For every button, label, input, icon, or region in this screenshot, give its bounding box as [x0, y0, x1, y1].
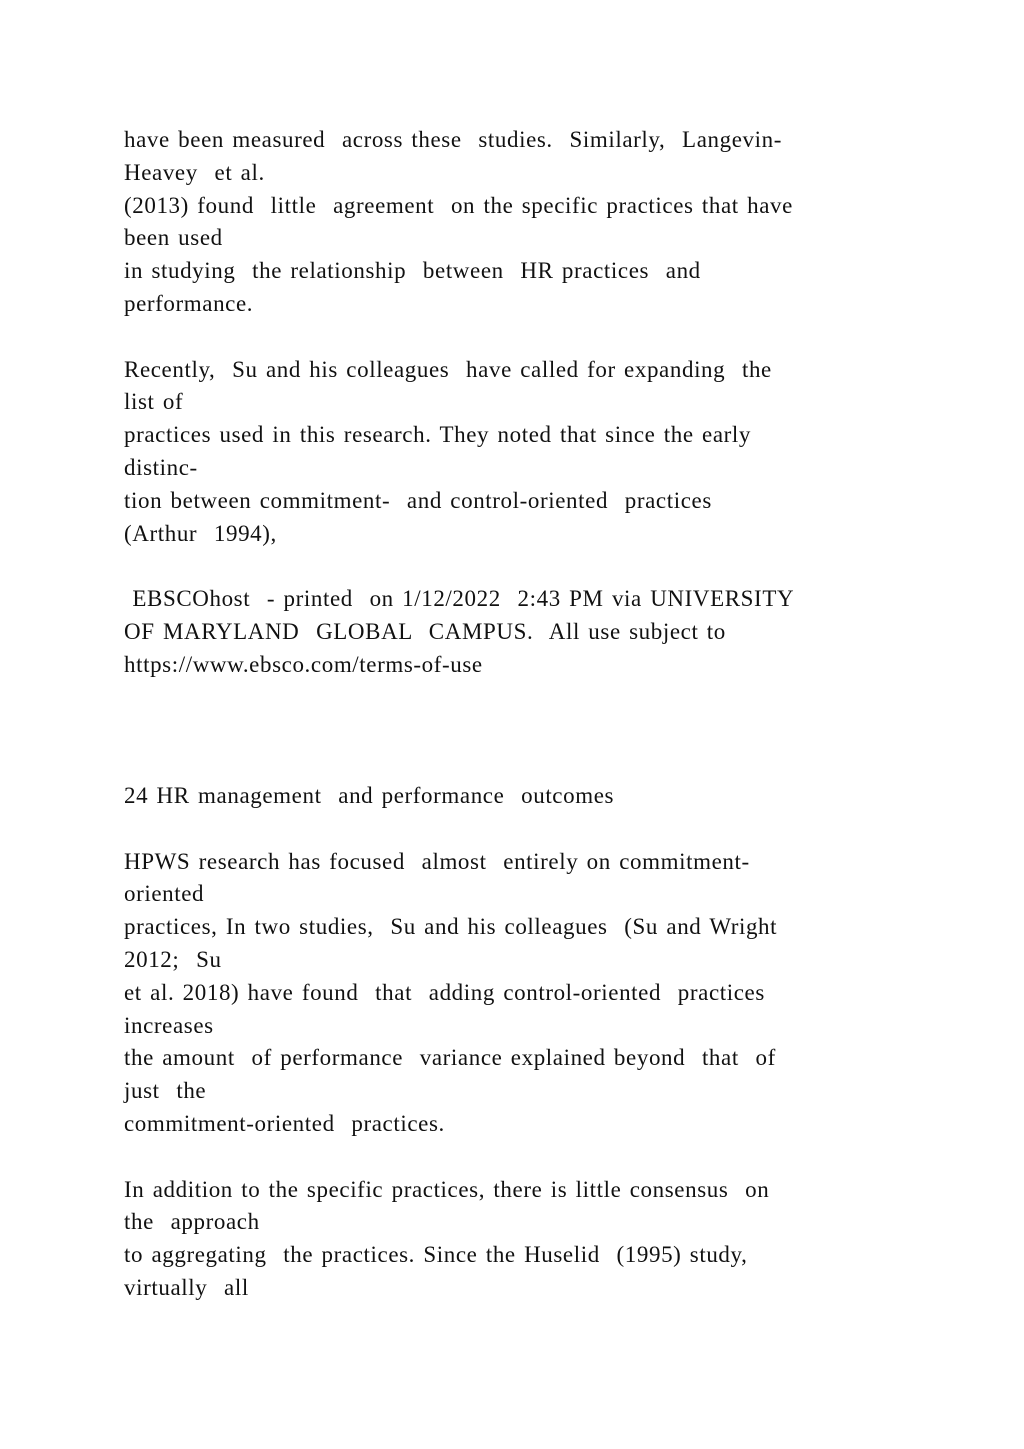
text-line: tion between commitment- and control-oriented practices: [124, 487, 712, 513]
document-page: [124, 124, 904, 1305]
text-line: list of: [124, 389, 184, 415]
text-line: OF MARYLAND GLOBAL CAMPUS. All use subject to: [124, 618, 726, 644]
text-line: been used: [124, 225, 223, 251]
paragraph-spacer: [124, 321, 904, 354]
text-line: In addition to the specific practices, there is little consensus on: [124, 1176, 770, 1202]
paragraph-spacer: [124, 550, 904, 583]
text-line: (2013) found little agreement on the specific practices that have: [124, 192, 793, 218]
ebsco-footer-notice: [124, 583, 904, 681]
text-line: have been measured across these studies. Similarly, Langevin-: [124, 127, 782, 152]
text-line: the approach: [124, 1209, 260, 1235]
paragraph-spacer: [124, 1141, 904, 1174]
text-line: the amount of performance variance explained beyond that of: [124, 1045, 776, 1071]
text-line: EBSCOhost - printed on 1/12/2022 2:43 PM via UNIVERSITY: [124, 586, 795, 612]
text-line: just the: [124, 1078, 207, 1104]
text-line: HPWS research has focused almost entirely on commitment-: [124, 848, 750, 874]
text-line: Heavey et al.: [124, 159, 265, 185]
text-line: to aggregating the practices. Since the Huselid (1995) study,: [124, 1242, 748, 1268]
text-line: practices used in this research. They noted that since the early: [124, 422, 752, 448]
text-line: Recently, Su and his colleagues have called for expanding the: [124, 356, 772, 382]
text-line: increases: [124, 1012, 214, 1038]
paragraph-1: [124, 124, 904, 321]
paragraph-4: [124, 1174, 904, 1305]
text-line: in studying the relationship between HR practices and: [124, 258, 701, 284]
text-line: virtually all: [124, 1274, 249, 1300]
paragraph-2: [124, 354, 904, 551]
page-break-spacer: [124, 682, 904, 780]
text-line: (Arthur 1994),: [124, 520, 277, 546]
running-header: 24 HR management and performance outcomes: [124, 782, 615, 808]
text-line: practices, In two studies, Su and his colleagues (Su and Wright: [124, 914, 778, 940]
paragraph-spacer: [124, 813, 904, 846]
text-line: performance.: [124, 290, 254, 316]
text-line: et al. 2018) have found that adding control-oriented practices: [124, 979, 765, 1005]
paragraph-3: [124, 846, 904, 1141]
text-line: commitment-oriented practices.: [124, 1110, 445, 1136]
text-line: 2012; Su: [124, 946, 222, 972]
text-line: oriented: [124, 881, 205, 907]
text-line: distinc-: [124, 454, 198, 480]
terms-of-use-url: https://www.ebsco.com/terms-of-use: [124, 651, 483, 677]
